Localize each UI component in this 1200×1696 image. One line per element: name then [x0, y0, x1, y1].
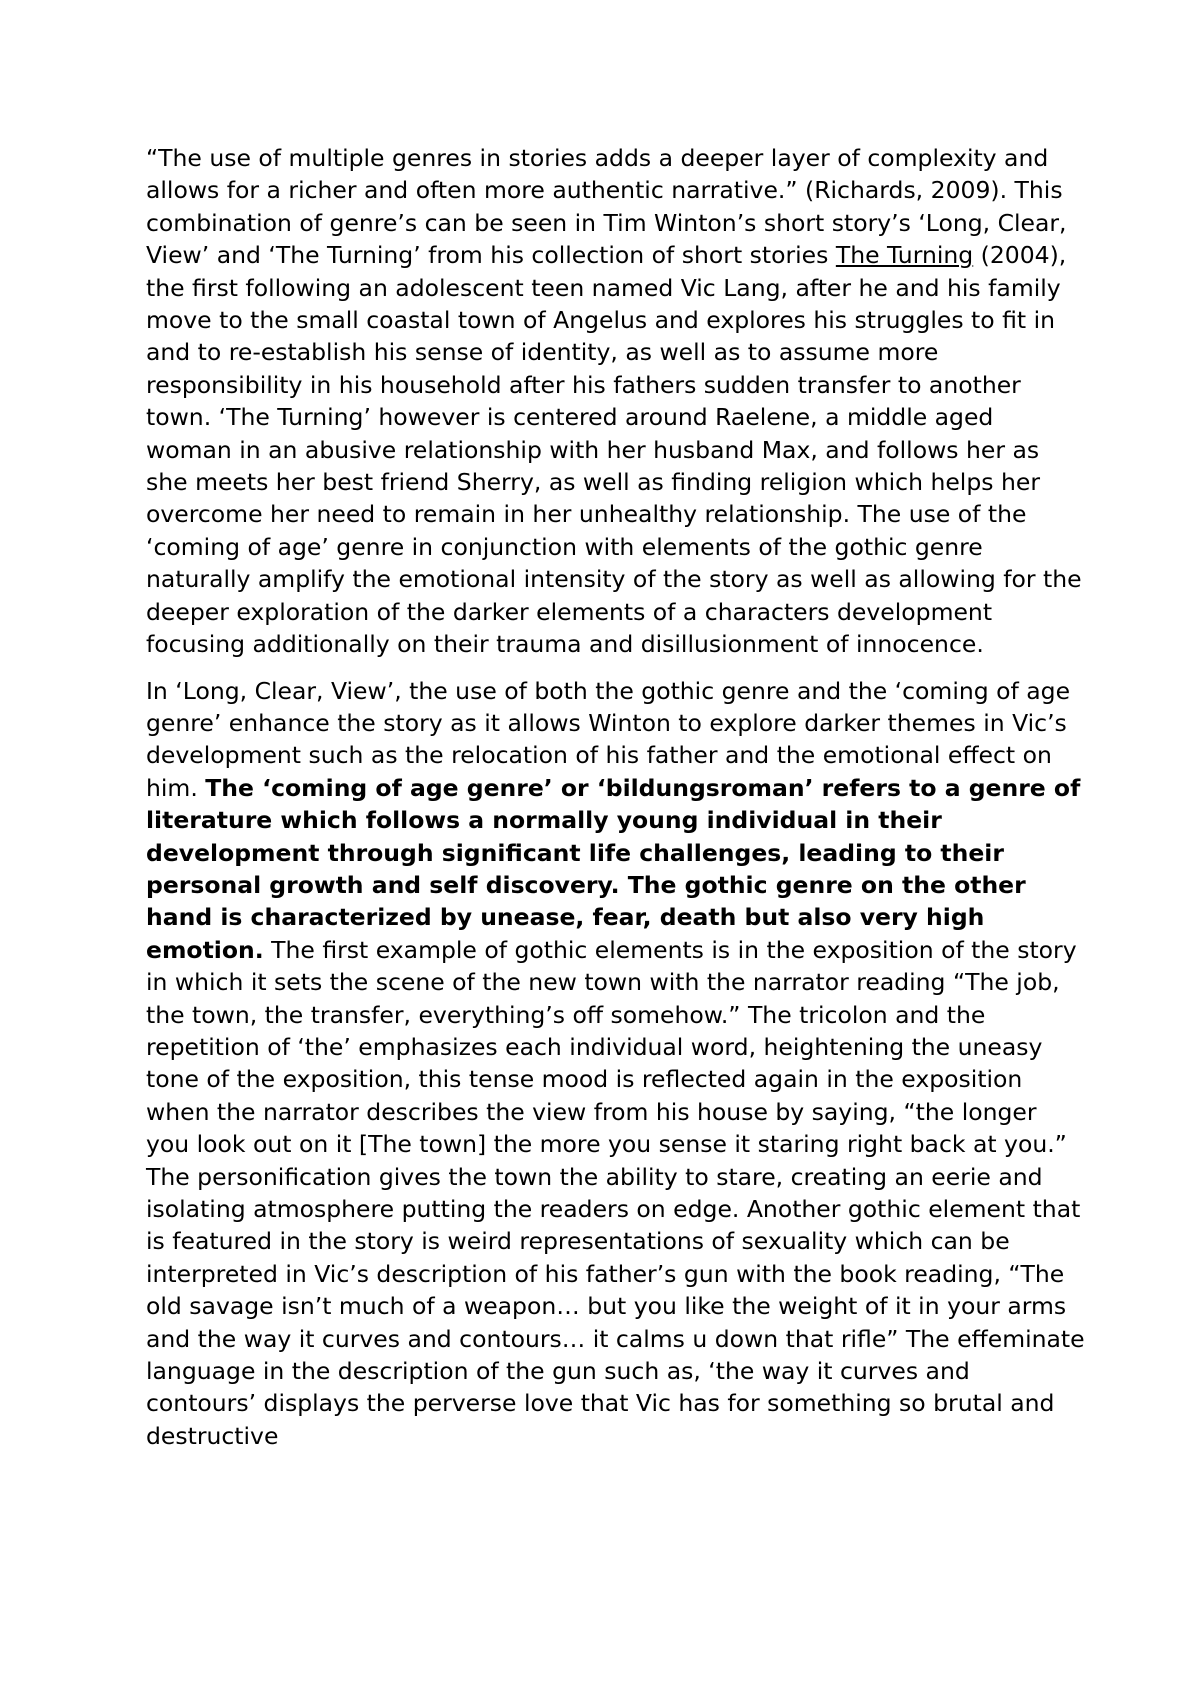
paragraph-intro-text-b: (2004), the first following an adolescent teen named Vic Lang, after he and his family move to the small coastal town of Angelus and explores his struggles to fit in and to re-establish his sense of identity, as well as to assume more responsibility in his household after his fathers sudden transfer to another town. ‘The Turning’ however is centered around Raelene, a middle aged woman in an abusive relationship with her husband Max, and follows her as she meets her best friend Sherry, as well as finding religion which helps her overcome her need to remain in her unhealthy relationship. The use of the ‘coming of age’ genre in conjunction with elements of the gothic genre naturally amplify the emotional intensity of the story as well as allowing for the deeper exploration of the darker elements of a characters development focusing additionally on their trauma and disillusionment of innocence.: [146, 241, 1082, 659]
paragraph-analysis-text-a: In ‘Long, Clear, View’, the use of both the gothic genre and the ‘coming of age genre’ enhance the story as it allows Winton to explore darker themes in Vic’s development such as the relocation of his father and the emotional effect on him.: [146, 676, 1071, 802]
paragraph-analysis-text-b: The first example of gothic elements is in the exposition of the story in which it sets the scene of the new town with the narrator reading “The job, the town, the transfer, everything’s off somehow.” The tricolon and the repetition of ‘the’ emphasizes each individual word, heightening the uneasy tone of the exposition, this tense mood is reflected again in the exposition when the narrator describes the view from his house by saying, “the longer you look out on it [The town] the more you sense it staring right back at you.” The personification gives the town the ability to stare, creating an eerie and isolating atmosphere putting the readers on edge. Another gothic element that is featured in the story is weird representations of sexuality which can be interpreted in Vic’s description of his father’s gun with the book reading, “The old savage isn’t much of a weapon… but you like the weight of it in your arms and the way it curves and contours… it calms u down that rifle” The effeminate language in the description of the gun such as, ‘the way it curves and contours’ displays the perverse love that Vic has for something so brutal and destructive: [146, 935, 1085, 1450]
paragraph-intro: [146, 142, 1086, 661]
genre-definition-bold: The ‘coming of age genre’ or ‘bildungsroman’ refers to a genre of literature which follows a normally young individual in their development through significant life challenges, leading to their personal growth and self discovery. The gothic genre on the other hand is characterized by unease, fear, death but also very high emotion.: [146, 773, 1081, 964]
paragraph-intro-text-a: “The use of multiple genres in stories adds a deeper layer of complexity and allows for a richer and often more authentic narrative.” (Richards, 2009). This combination of genre’s can be seen in Tim Winton’s short story’s ‘Long, Clear, View’ and ‘The Turning’ from his collection of short stories: [146, 144, 1067, 270]
document-body: [146, 142, 1086, 1452]
paragraph-analysis: [146, 675, 1086, 1453]
book-title: The Turning: [835, 241, 974, 270]
